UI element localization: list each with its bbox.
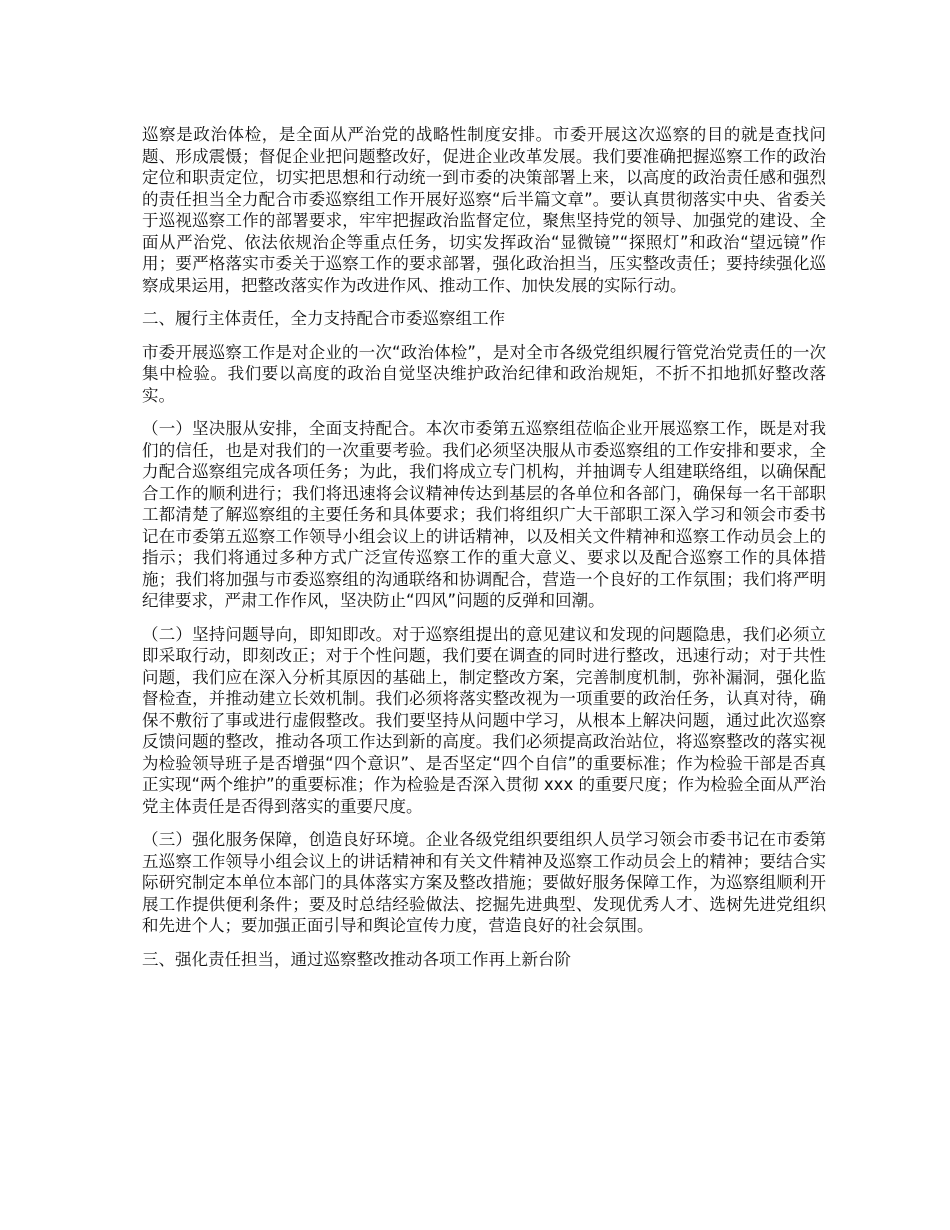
document-page	[142, 124, 826, 982]
section-heading-2: 二、履行主体责任，全力支持配合市委巡察组工作	[142, 309, 505, 328]
body-paragraph-5: （三）强化服务保障，创造良好环境。企业各级党组织要组织人员学习领会市委书记在市委第五巡察工作领导小组会议上的讲话精神和有关文件精神及巡察工作动员会上的精神；要结合实际研究制定本单位本部门的具体落实方案及整改措施；要做好服务保障工作，为巡察组顺利开展工作提供便利条件；要及时总结经验做法、挖掘先进典型、发现优秀人才、选树先进党组织和先进个人；要加强正面引导和舆论宣传力度，营造良好的社会氛围。	[142, 830, 826, 935]
body-paragraph-4: （二）坚持问题导向，即知即改。对于巡察组提出的意见建议和发现的问题隐患，我们必须立即采取行动，即刻改正；对于个性问题，我们要在调查的同时进行整改，迅速行动；对于共性问题，我们应在深入分析其原因的基础上，制定整改方案，完善制度机制，弥补漏洞，强化监督检查，并推动建立长效机制。我们必须将落实整改视为一项重要的政治任务，认真对待，确保不敷衍了事或进行虚假整改。我们要坚持从问题中学习，从根本上解决问题，通过此次巡察反馈问题的整改，推动各项工作达到新的高度。我们必须提高政治站位，将巡察整改的落实视为检验领导班子是否增强“四个意识”、是否坚定“四个自信”的重要标准；作为检验干部是否真正实现“两个维护”的重要标准；作为检验是否深入贯彻 xxx 的重要尺度；作为检验全面从严治党主体责任是否得到落实的重要尺度。	[142, 624, 826, 816]
body-paragraph-2: 市委开展巡察工作是对企业的一次“政治体检”，是对全市各级党组织履行管党治党责任的一次集中检验。我们要以高度的政治自觉坚决维护政治纪律和政治规矩，不折不扣地抓好整改落实。	[142, 342, 826, 405]
section-heading-3: 三、强化责任担当，通过巡察整改推动各项工作再上新台阶	[142, 949, 571, 969]
body-paragraph-1: 巡察是政治体检，是全面从严治党的战略性制度安排。市委开展这次巡察的目的就是查找问题、形成震慑；督促企业把问题整改好，促进企业改革发展。我们要准确把握巡察工作的政治定位和职责定位，切实把思想和行动统一到市委的决策部署上来，以高度的政治责任感和强烈的责任担当全力配合市委巡察组工作开展好巡察“后半篇文章”。要认真贯彻落实中央、省委关于巡视巡察工作的部署要求，牢牢把握政治监督定位，聚焦坚持党的领导、加强党的建设、全面从严治党、依法依规治企等重点任务，切实发挥政治“显微镜”“探照灯”和政治“望远镜”作用；要严格落实市委关于巡察工作的要求部署，强化政治担当，压实整改责任；要持续强化巡察成果运用，把整改落实作为改进作风、推动工作、加快发展的实际行动。	[142, 125, 826, 295]
body-paragraph-3: （一）坚决服从安排，全面支持配合。本次市委第五巡察组莅临企业开展巡察工作，既是对我们的信任，也是对我们的一次重要考验。我们必须坚决服从市委巡察组的工作安排和要求，全力配合巡察组完成各项任务；为此，我们将成立专门机构，并抽调专人组建联络组，以确保配合工作的顺利进行；我们将迅速将会议精神传达到基层的各单位和各部门，确保每一名干部职工都清楚了解巡察组的主要任务和具体要求；我们将组织广大干部职工深入学习和领会市委书记在市委第五巡察工作领导小组会议上的讲话精神，以及相关文件精神和巡察工作动员会上的指示；我们将通过多种方式广泛宣传巡察工作的重大意义、要求以及配合巡察工作的具体措施；我们将加强与市委巡察组的沟通联络和协调配合，营造一个良好的工作氛围；我们将严明纪律要求，严肃工作作风，坚决防止“四风”问题的反弹和回潮。	[142, 419, 826, 610]
